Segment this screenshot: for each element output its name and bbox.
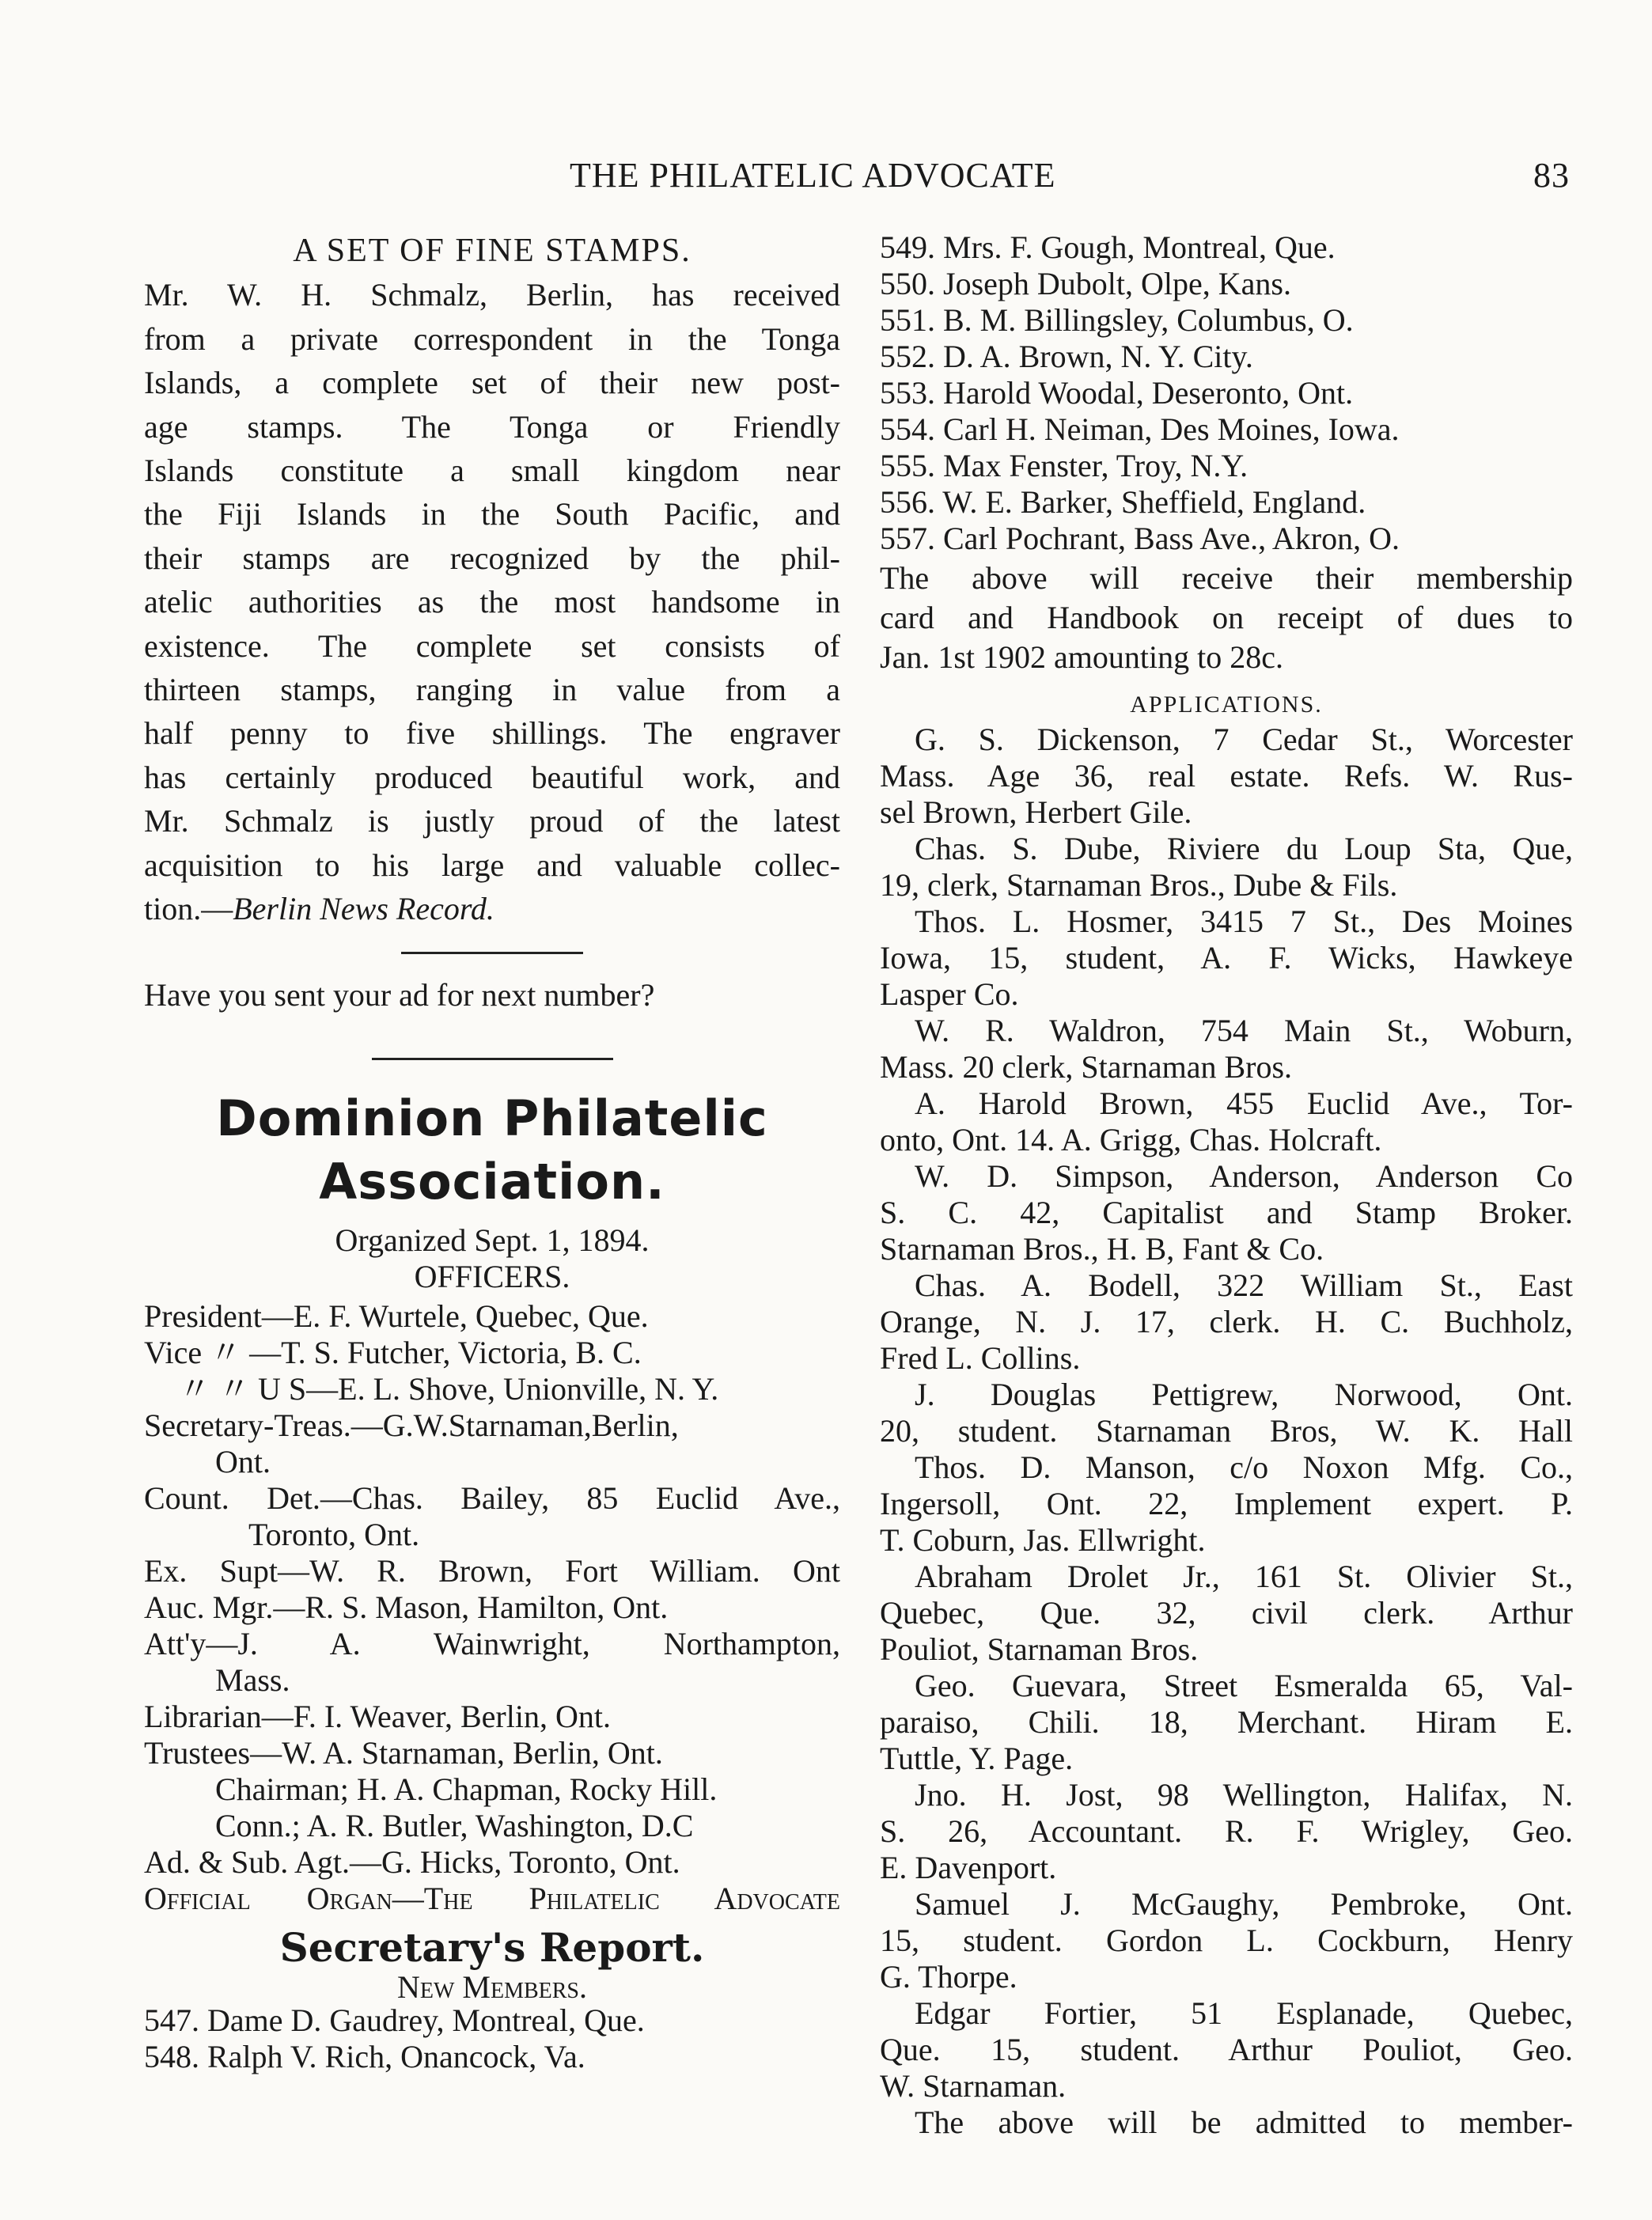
application-line: Fred L. Collins.	[880, 1340, 1081, 1376]
application-line: W. Starnaman.	[880, 2068, 1067, 2104]
officer-line: Att'y—J. A. Wainwright, Northampton,	[144, 1626, 840, 1662]
application-line: Abraham Drolet Jr., 161 St. Olivier St.,	[915, 1559, 1573, 1594]
officer-line: Vice 〃 —T. S. Futcher, Victoria, B. C.	[144, 1335, 642, 1371]
article-line: from a private correspondent in the Tonga	[144, 320, 840, 357]
application-line: Orange, N. J. 17, clerk. H. C. Buchholz,	[880, 1304, 1573, 1339]
officer-line: Trustees—W. A. Starnaman, Berlin, Ont.	[144, 1735, 663, 1771]
application-line: W. R. Waldron, 754 Main St., Woburn,	[915, 1013, 1573, 1048]
page-number: 83	[1533, 156, 1570, 195]
application-line: Jno. H. Jost, 98 Wellington, Halifax, N.	[915, 1777, 1573, 1813]
officer-line: Chairman; H. A. Chapman, Rocky Hill.	[215, 1771, 718, 1808]
officer-line: Librarian—F. I. Weaver, Berlin, Ont.	[144, 1699, 611, 1735]
article-last-line-text: tion.—	[144, 891, 233, 927]
application-line: Tuttle, Y. Page.	[880, 1741, 1074, 1776]
application-line: Starnaman Bros., H. B, Fant & Co.	[880, 1231, 1324, 1267]
article-last-line	[144, 887, 840, 930]
officer-line: 〃 〃 U S—E. L. Shove, Unionville, N. Y.	[179, 1371, 719, 1407]
application-line: S. 26, Accountant. R. F. Wrigley, Geo.	[880, 1813, 1573, 1849]
article-line: has certainly produced beautiful work, and	[144, 759, 840, 795]
member-line: 557. Carl Pochrant, Bass Ave., Akron, O.	[880, 521, 1400, 556]
member-line: 556. W. E. Barker, Sheffield, England.	[880, 484, 1366, 520]
application-line: Quebec, Que. 32, civil clerk. Arthur	[880, 1595, 1573, 1631]
member-line: 549. Mrs. F. Gough, Montreal, Que.	[880, 229, 1336, 265]
application-line: S. C. 42, Capitalist and Stamp Broker.	[880, 1195, 1573, 1230]
application-line: Lasper Co.	[880, 976, 1019, 1012]
member-line: 555. Max Fenster, Troy, N.Y.	[880, 448, 1248, 483]
application-line: Samuel J. McGaughy, Pembroke, Ont.	[915, 1886, 1573, 1922]
officer-line: Toronto, Ont.	[248, 1517, 420, 1553]
article-title: A SET OF FINE STAMPS.	[293, 233, 691, 269]
officer-line: Mass.	[215, 1662, 290, 1699]
application-line: Geo. Guevara, Street Esmeralda 65, Val-	[915, 1668, 1573, 1703]
application-line: Chas. S. Dube, Riviere du Loup Sta, Que,	[915, 831, 1573, 866]
article-line: Mr. Schmalz is justly proud of the latest	[144, 803, 840, 839]
running-head	[0, 155, 1652, 196]
officer-line: Official Organ—The Philatelic Advocate	[144, 1881, 840, 1917]
article-line: Mr. W. H. Schmalz, Berlin, has received	[144, 277, 840, 313]
application-line: Edgar Fortier, 51 Esplanade, Quebec,	[915, 1995, 1573, 2031]
membership-note-line: card and Handbook on receipt of dues to	[880, 600, 1573, 635]
left-column	[144, 229, 840, 2075]
article-line: existence. The complete set consists of	[144, 627, 840, 664]
application-line: A. Harold Brown, 455 Euclid Ave., Tor-	[915, 1085, 1573, 1121]
application-line: Thos. L. Hosmer, 3415 7 St., Des Moines	[915, 904, 1573, 939]
application-line: paraiso, Chili. 18, Merchant. Hiram E.	[880, 1704, 1573, 1740]
application-line: Pouliot, Starnaman Bros.	[880, 1631, 1199, 1667]
new-members-heading: New Members.	[396, 1969, 587, 2006]
ad-note: Have you sent your ad for next number?	[144, 976, 655, 1013]
application-line: Iowa, 15, student, A. F. Wicks, Hawkeye	[880, 940, 1573, 976]
article-line: Islands, a complete set of their new post-	[144, 365, 840, 401]
right-members-list	[880, 229, 1573, 557]
officer-line: President—E. F. Wurtele, Quebec, Que.	[144, 1298, 649, 1335]
officer-line: Secretary-Treas.—G.W.Starnaman,Berlin,	[144, 1407, 679, 1444]
application-line: G. S. Dickenson, 7 Cedar St., Worcester	[915, 722, 1573, 757]
article-line: age stamps. The Tonga or Friendly	[144, 408, 840, 445]
association-title-line1: Dominion Philatelic	[216, 1089, 768, 1147]
member-line: 553. Harold Woodal, Deseronto, Ont.	[880, 375, 1354, 411]
association-title	[144, 1087, 840, 1214]
application-line: Chas. A. Bodell, 322 William St., East	[915, 1267, 1573, 1303]
application-line: 20, student. Starnaman Bros, W. K. Hall	[880, 1413, 1573, 1449]
membership-note-line: The above will receive their membership	[880, 560, 1573, 596]
officer-line: Count. Det.—Chas. Bailey, 85 Euclid Ave.,	[144, 1480, 840, 1517]
application-line: Mass. 20 clerk, Starnaman Bros.	[880, 1049, 1293, 1085]
secretary-report-title: Secretary's Report.	[279, 1924, 705, 1972]
application-line: Que. 15, student. Arthur Pouliot, Geo.	[880, 2032, 1573, 2067]
divider-rule	[401, 952, 583, 954]
divider-rule	[372, 1058, 613, 1060]
applications-list	[880, 722, 1573, 2141]
member-line: 550. Joseph Dubolt, Olpe, Kans.	[880, 266, 1291, 301]
application-line: J. Douglas Pettigrew, Norwood, Ont.	[915, 1377, 1573, 1412]
article-line: Islands constitute a small kingdom near	[144, 453, 840, 489]
left-members-list	[144, 2002, 840, 2075]
applications-heading: APPLICATIONS.	[1130, 691, 1323, 718]
member-line: 547. Dame D. Gaudrey, Montreal, Que.	[144, 2002, 645, 2039]
officer-line: Auc. Mgr.—R. S. Mason, Hamilton, Ont.	[144, 1589, 669, 1626]
application-line: 19, clerk, Starnaman Bros., Dube & Fils.	[880, 867, 1398, 903]
member-line: 552. D. A. Brown, N. Y. City.	[880, 339, 1253, 374]
officer-line: Conn.; A. R. Butler, Washington, D.C	[215, 1808, 694, 1844]
application-line: Thos. D. Manson, c/o Noxon Mfg. Co.,	[915, 1449, 1573, 1485]
running-title: THE PHILATELIC ADVOCATE	[570, 156, 1056, 195]
article-source: Berlin News Record.	[233, 891, 494, 927]
member-line: 551. B. M. Billingsley, Columbus, O.	[880, 302, 1354, 338]
membership-note	[880, 559, 1573, 677]
application-line: The above will be admitted to member-	[915, 2104, 1573, 2140]
article-line: half penny to five shillings. The engraver	[144, 715, 840, 752]
article-line: their stamps are recognized by the phil-	[144, 540, 840, 576]
officer-line: Ad. & Sub. Agt.—G. Hicks, Toronto, Ont.	[144, 1844, 680, 1881]
article-body	[144, 273, 840, 887]
officers-list	[144, 1298, 840, 1917]
application-line: G. Thorpe.	[880, 1959, 1017, 1995]
officers-heading: OFFICERS.	[414, 1259, 570, 1295]
officer-line: Ex. Supt—W. R. Brown, Fort William. Ont	[144, 1553, 840, 1589]
article-line: acquisition to his large and valuable collec-	[144, 847, 840, 883]
organized-date: Organized Sept. 1, 1894.	[335, 1222, 650, 1258]
member-line: 554. Carl H. Neiman, Des Moines, Iowa.	[880, 411, 1400, 447]
article-line: atelic authorities as the most handsome in	[144, 584, 840, 620]
application-line: Ingersoll, Ont. 22, Implement expert. P.	[880, 1486, 1573, 1521]
article-line: thirteen stamps, ranging in value from a	[144, 672, 840, 708]
application-line: 15, student. Gordon L. Cockburn, Henry	[880, 1923, 1573, 1958]
application-line: E. Davenport.	[880, 1850, 1057, 1885]
application-line: onto, Ont. 14. A. Grigg, Chas. Holcraft.	[880, 1122, 1382, 1157]
application-line: Mass. Age 36, real estate. Refs. W. Rus-	[880, 758, 1573, 794]
article-line: the Fiji Islands in the South Pacific, and	[144, 496, 840, 532]
right-column	[880, 229, 1573, 2141]
application-line: sel Brown, Herbert Gile.	[880, 794, 1192, 830]
membership-note-line: Jan. 1st 1902 amounting to 28c.	[880, 639, 1283, 675]
officer-line: Ont.	[215, 1444, 271, 1480]
association-title-line2: Association.	[319, 1152, 665, 1210]
application-line: W. D. Simpson, Anderson, Anderson Co	[915, 1158, 1573, 1194]
application-line: T. Coburn, Jas. Ellwright.	[880, 1522, 1206, 1558]
member-line: 548. Ralph V. Rich, Onancock, Va.	[144, 2039, 585, 2075]
